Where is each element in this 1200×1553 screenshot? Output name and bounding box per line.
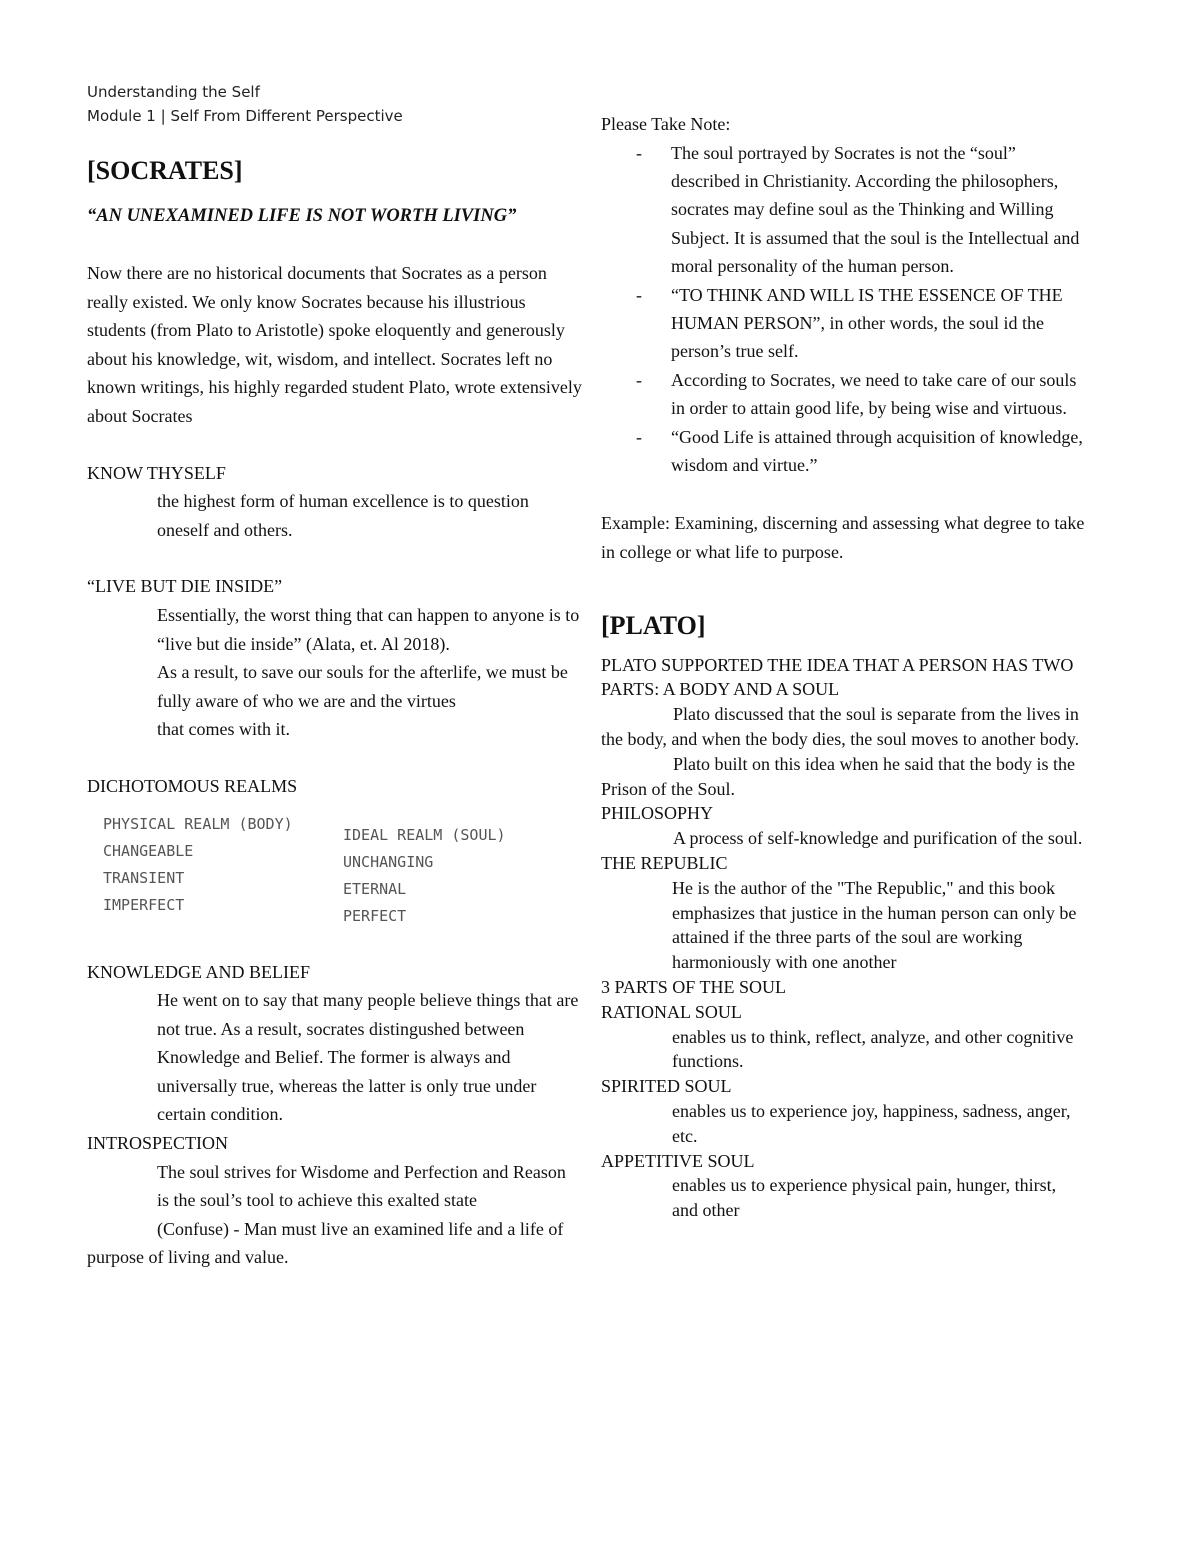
note-text: “Good Life is attained through acquisition of knowledge, wisdom and virtue.”	[671, 426, 1083, 476]
introspection-heading: INTROSPECTION	[87, 1133, 229, 1154]
left-column	[87, 80, 582, 1272]
introspection-text: The soul strives for Wisdome and Perfection and Reason is the soul’s tool to achieve this exalted state	[157, 1161, 566, 1211]
socrates-quote: “AN UNEXAMINED LIFE IS NOT WORTH LIVING”	[87, 206, 517, 226]
ideal-realm-list	[343, 811, 506, 930]
soul-parts-heading: 3 PARTS OF THE SOUL	[601, 977, 786, 998]
spirited-soul-heading: SPIRITED SOUL	[601, 1076, 732, 1097]
bullet-dash: -	[636, 284, 642, 305]
physical-realm-item: TRANSIENT	[103, 868, 185, 887]
note-text: According to Socrates, we need to take care of our souls in order to attain good life, by being wise and virtuous.	[671, 369, 1077, 419]
live-die-text-1: Essentially, the worst thing that can happen to anyone is to “live but die inside” (Alata, et. Al 2018).	[157, 604, 580, 654]
note-item	[601, 139, 1086, 281]
knowledge-belief-heading: KNOWLEDGE AND BELIEF	[87, 961, 310, 982]
bullet-dash: -	[636, 142, 642, 163]
live-die-text-2: As a result, to save our souls for the afterlife, we must be fully aware of who we are and the virtues	[157, 662, 568, 711]
physical-realm-item: IMPERFECT	[103, 895, 185, 914]
note-text: “TO THINK AND WILL IS THE ESSENCE OF THE HUMAN PERSON”, in other words, the soul id the person’s true self.	[671, 284, 1063, 362]
plato-paragraph-2: Plato built on this idea when he said that the body is the Prison of the Soul.	[601, 753, 1075, 799]
example-text: Example: Examining, discerning and assessing what degree to take in college or what life to purpose.	[601, 513, 1085, 563]
module-title: Module 1 | Self From Different Perspective	[87, 107, 403, 125]
note-text: The soul portrayed by Socrates is not the “soul” described in Christianity. According the philosophers, socrates may define soul as the Thinking and Willing Subject. It is assumed that the soul is the Intellectual and moral personality of the human person.	[671, 142, 1080, 277]
knowledge-belief-text: He went on to say that many people believe things that are not true. As a result, socrates distingushed between Knowledge and Belief. The former is always and universally true, whereas the latter is only true under certain condition.	[157, 990, 579, 1125]
know-thyself-heading: KNOW THYSELF	[87, 462, 226, 483]
republic-heading: THE REPUBLIC	[601, 853, 728, 874]
live-die-heading: “LIVE BUT DIE INSIDE”	[87, 576, 283, 597]
appetitive-soul-heading: APPETITIVE SOUL	[601, 1150, 755, 1171]
ideal-realm-item: PERFECT	[343, 906, 407, 925]
spirited-soul-text: enables us to experience joy, happiness, sadness, anger, etc.	[672, 1101, 1071, 1146]
bullet-dash: -	[636, 369, 642, 390]
note-item	[601, 281, 1086, 366]
realms-table	[103, 811, 582, 930]
rational-soul-text: enables us to think, reflect, analyze, and other cognitive functions.	[672, 1026, 1074, 1072]
philosophy-text: A process of self-knowledge and purification of the soul.	[673, 828, 1083, 849]
dichotomous-heading: DICHOTOMOUS REALMS	[87, 775, 298, 796]
ideal-realm-item: IDEAL REALM (SOUL)	[343, 825, 506, 844]
plato-paragraph-1: Plato discussed that the soul is separate from the lives in the body, and when the body dies, the soul moves to another body.	[601, 704, 1080, 750]
course-title: Understanding the Self	[87, 83, 260, 101]
note-item	[601, 423, 1086, 480]
ideal-realm-item: ETERNAL	[343, 879, 407, 898]
physical-realm-item: PHYSICAL REALM (BODY)	[103, 814, 293, 833]
socrates-title: [SOCRATES]	[87, 156, 243, 185]
note-item	[601, 366, 1086, 423]
rational-soul-heading: RATIONAL SOUL	[601, 1001, 742, 1022]
ideal-realm-item: UNCHANGING	[343, 852, 434, 871]
note-heading: Please Take Note:	[601, 114, 731, 134]
republic-text: He is the author of the "The Republic," and this book emphasizes that justice in the human person can only be attained if the three parts of the soul are working harmoniously with one another	[672, 877, 1077, 973]
plato-heading: PLATO SUPPORTED THE IDEA THAT A PERSON HAS TWO PARTS: A BODY AND A SOUL	[601, 654, 1074, 700]
plato-title: [PLATO]	[601, 610, 706, 640]
philosophy-heading: PHILOSOPHY	[601, 803, 714, 824]
live-die-text-3: that comes with it.	[157, 719, 290, 740]
physical-realm-list	[103, 811, 343, 930]
right-column	[601, 110, 1086, 1223]
introspection-text-2: (Confuse) - Man must live an examined life and a life of purpose of living and value.	[87, 1218, 564, 1268]
bullet-dash: -	[636, 426, 642, 447]
know-thyself-text: the highest form of human excellence is to question oneself and others.	[157, 491, 529, 540]
socrates-intro: Now there are no historical documents that Socrates as a person really existed. We only know Socrates because his illustrious students (from Plato to Aristotle) spoke eloquently and generously about his knowledge, wit, wisdom, and intellect. Socrates left no known writings, his highly regarded student Plato, wrote extensively about Socrates	[87, 263, 582, 426]
appetitive-soul-text: enables us to experience physical pain, hunger, thirst, and other	[672, 1175, 1057, 1221]
physical-realm-item: CHANGEABLE	[103, 841, 194, 860]
note-list	[601, 139, 1086, 480]
